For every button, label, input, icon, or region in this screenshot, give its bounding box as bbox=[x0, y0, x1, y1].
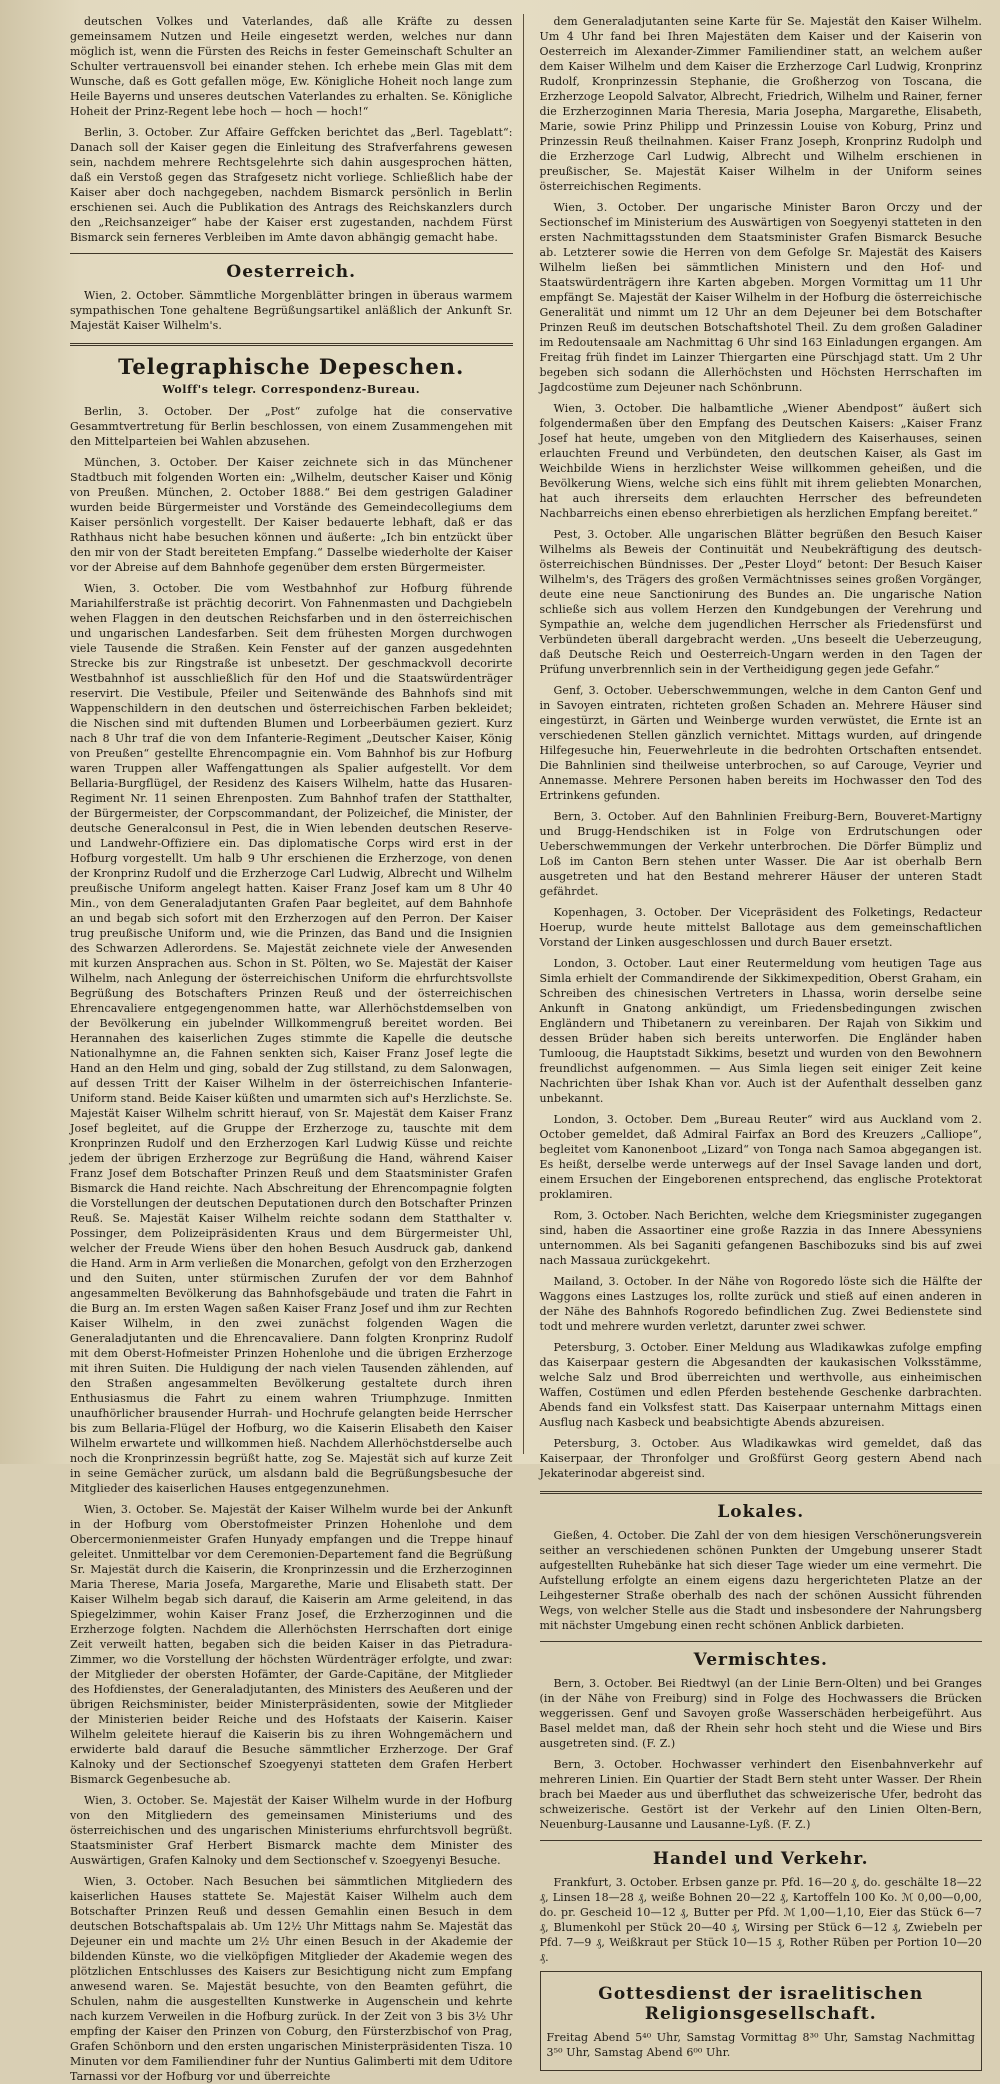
section-title-oesterreich: Oesterreich. bbox=[226, 262, 357, 282]
dispatch-paragraph: Kopenhagen, 3. October. Der Vicepräsident des Folketings, Redacteur Hoerup, wurde heute mittelst Ballotage aus dem gemeinschaftlichen Vorstand der Linken ausgeschlossen und durch Bauer ersetzt. bbox=[539, 906, 982, 949]
intro-paragraph-2: Berlin, 3. October. Zur Affaire Geffcken berichtet das „Berl. Tageblatt“: Danach soll der Kaiser gegen die Einleitung des Strafverfahrens gewesen sein, nachdem mehrere Rechtsgelehrte sich dahin ausgesprochen hätten, daß ein Verstoß gegen das Strafgesetz nicht vorliege. Schließlich habe der Kaiser aber doch nachgegeben, nachdem Bismarck persönlich in Berlin erschienen sei. Auch die Publikation des Antrags des Reichskanzlers durch den „Reichsanzeiger“ habe der Kaiser erst zugestanden, nachdem Fürst Bismarck sein ferneres Verbleiben im Amte davon abhängig gemacht habe. bbox=[70, 126, 513, 244]
dispatch-paragraph: Wien, 3. October. Der ungarische Minister Baron Orczy und der Sectionschef im Ministerium des Auswärtigen von Soegyenyi statteten in den ersten Nachmittagsstunden dem Staatsminister Grafen Bismarck Besuche ab. Letzterer sowie die Herren von dem Gefolge Sr. Majestät des Kaisers Wilhelm ließen bei sämmtlichen Ministern und den Hof- und Staatswürdenträgern ihre Karten abgeben. Morgen Vormittag um 11 Uhr empfängt Se. Majestät der Kaiser Wilhelm in der Hofburg die österreichische Generalität und nimmt um 12 Uhr an dem Dejeuner bei dem Botschafter Prinzen Reuß im deutschen Botschaftshotel Theil. Zu dem großen Galadiner im Redoutensaale am Nachmittag 6 Uhr sind 163 Einladungen ergangen. Am Freitag früh findet im Lainzer Thiergarten eine Pürschjagd statt. Um 2 Uhr begeben sich sodann die Allerhöchsten und Höchsten Herrschaften im Jagdcostüme zum Dejeuner nach Schönbrunn. bbox=[539, 201, 982, 394]
dispatch-paragraph: Berlin, 3. October. Der „Post“ zufolge hat die conservative Gesammtvertretung für Berlin beschlossen, von einem Zusammengehen mit den Mittelparteien bei Wahlen abzusehen. bbox=[70, 405, 513, 448]
dispatch-paragraph: London, 3. October. Laut einer Reutermeldung vom heutigen Tage aus Simla erhielt der Commandirende der Sikkimexpedition, Oberst Graham, ein Schreiben des chinesischen Vertreters in Lhassa, worin derselbe seine Ankunft in Gnatong ankündigt, um Friedensbedingungen zwischen Engländern und Thibetanern zu vereinbaren. Der Rajah von Sikkim und dessen Brüder haben sich bereits unterworfen. Die Engländer haben Tumlooug, die Hauptstadt Sikkims, besetzt und wurden von den Bewohnern freundlichst aufgenommen. — Aus Simla liegen seit einiger Zeit keine Nachrichten über Ishak Khan vor. Auch ist der Aufenthalt desselben ganz unbekannt. bbox=[539, 957, 982, 1105]
section-divider bbox=[540, 1840, 983, 1841]
dispatch-paragraph: Wien, 3. October. Se. Majestät der Kaiser Wilhelm wurde bei der Ankunft in der Hofburg vom Oberstofmeister Prinzen Hohenlohe und dem Obercermonienmeister Grafen Hunyady empfangen und die Treppe hinauf geleitet. Unmittelbar vor dem Ceremonien-Departement fand die Begrüßung Sr. Majestät durch die Kaiserin, die Kronprinzessin und die Erzherzoginnen Maria Therese, Maria Josefa, Margarethe, Marie und Elisabeth statt. Der Kaiser Wilhelm begab sich darauf, die Kaiserin am Arme geleitend, in das Spiegelzimmer, wohin Kaiser Franz Josef, die Erzherzoginnen und die Erzherzoge folgten. Nachdem die Allerhöchsten Herrschaften dort einige Zeit verweilt hatten, begaben sich die beiden Kaiser in das Pietradura-Zimmer, wo die Vorstellung der höchsten Würdenträger erfolgte, und zwar: der Mitglieder der obersten Hofämter, der Garde-Capitäne, der Mitglieder des Hofdienstes, der Generaladjutanten, des Ministers des Aeußeren und der übrigen Reichsminister, beider Ministerpräsidenten, sowie der Mitglieder der Ministerien beider Reiche und des Hofstaats der Kaiserin. Kaiser Wilhelm geleitete hierauf die Kaiserin bis zu ihren Wohngemächern und erwiderte bald darauf die Besuche sämmtlicher Erzherzoge. Der Graf Kalnoky und der Sectionschef Szoegyenyi statteten dem Grafen Herbert Bismarck Gegenbesuche ab. bbox=[70, 1503, 513, 1786]
dispatch-paragraph: Bern, 3. October. Auf den Bahnlinien Freiburg-Bern, Bouveret-Martigny und Brugg-Hendschiken ist in Folge von Erdrutschungen oder Ueberschwemmungen der Verkehr unterbrochen. Die Dörfer Bümpliz und Loß im Canton Bern stehen unter Wasser. Die Aar ist oberhalb Bern ausgetreten und hat den Bestand mehrerer Häuser der unteren Stadt gefährdet. bbox=[539, 810, 982, 898]
columns bbox=[70, 14, 982, 2083]
dispatch-paragraph: dem Generaladjutanten seine Karte für Se. Majestät den Kaiser Wilhelm. Um 4 Uhr fand bei Ihren Majestäten dem Kaiser und der Kaiserin von Oesterreich im Alexander-Zimmer Familiendiner statt, an welchem außer dem Kaiser Wilhelm und dem Kaiser die Erzherzoge Carl Ludwig, Kronprinz Rudolf, Kronprinzessin Stephanie, die Großherzog von Toscana, die Erzherzoge Leopold Salvator, Albrecht, Friedrich, Wilhelm und Rainer, ferner die Erzherzoginnen Maria Theresia, Maria Josepha, Margarethe, Elisabeth, Marie, sowie Prinz Philipp und Prinzessin Louise von Koburg, Prinz und Prinzessin Reuß theilnahmen. Kaiser Franz Joseph, Kronprinz Rudolph und die Erzherzoge Carl Ludwig, Albrecht und Wilhelm erschienen in preußischer, Se. Majestät Kaiser Wilhelm in der Uniform seines österreichischen Regiments. bbox=[539, 15, 982, 193]
dispatch-paragraph: Petersburg, 3. October. Aus Wladikawkas wird gemeldet, daß das Kaiserpaar, der Thronfolger und Großfürst Georg gestern Abend nach Jekaterinodar abgereist sind. bbox=[539, 1437, 982, 1480]
section-title-vermischtes: Vermischtes. bbox=[693, 1650, 828, 1670]
gottesdienst-paragraph: Freitag Abend 5⁴⁰ Uhr, Samstag Vormittag 8³⁰ Uhr, Samstag Nachmittag 3⁵⁰ Uhr, Samstag Abend 6⁰⁰ Uhr. bbox=[546, 2031, 975, 2059]
vermischtes-paragraph: Bern, 3. October. Hochwasser verhindert den Eisenbahnverkehr auf mehreren Linien. Ein Quartier der Stadt Bern steht unter Wasser. Der Rhein brach bei Maeder aus und überfluthet das schweizerische Ufer, bedroht das schweizerische. Gestört ist der Verkehr auf den Linien Olten-Bern, Neuenburg-Lausanne und Lausanne-Lyß. (F. Z.) bbox=[539, 1758, 982, 1831]
section-title-gottesdienst: Gottesdienst der israelitischen Religionsgesellschaft. bbox=[598, 1984, 924, 2024]
dispatch-paragraph: Wien, 3. October. Nach Besuchen bei sämmtlichen Mitgliedern des kaiserlichen Hauses stattete Se. Majestät Kaiser Wilhelm auch dem Botschafter Prinzen Reuß und dessen Gemahlin einen Besuch in dem deutschen Botschaftspalais ab. Um 12½ Uhr Mittags nahm Se. Majestät das Dejeuner ein und machte um 2½ Uhr einen Besuch in der Akademie der bildenden Künste, wo die vielköpfigen Mitglieder der Akademie wegen des plötzlichen Entschlusses des Kaisers zur Besichtigung nicht zum Empfang anwesend waren. Se. Majestät besuchte, von den Beamten geführt, die Schulen, nahm die ausgestellten Kunstwerke in Augenschein und kehrte nach kurzem Verweilen in die Hofburg zurück. In der Zeit von 3 bis 3½ Uhr empfing der Kaiser den Prinzen von Coburg, den Fürsterzbischof von Prag, Grafen Schönborn und den ersten ungarischen Ministerpräsidenten Tisza. 10 Minuten vor dem Familiendiner fuhr der Nuntius Galimberti mit dem Uditore Tarnassi vor der Hofburg vor und überreichte bbox=[70, 1875, 513, 2083]
dispatch-paragraph: Petersburg, 3. October. Einer Meldung aus Wladikawkas zufolge empfing das Kaiserpaar gestern die Abgesandten der kaukasischen Volksstämme, welche Salz und Brod überreichten und werthvolle, aus einheimischen Waffen, Costümen und edlen Pferden bestehende Geschenke darbrachten. Abends fand ein Volksfest statt. Das Kaiserpaar unternahm Mittags einen Ausflug nach Kasbeck und beabsichtigte Abends abzureisen. bbox=[539, 1341, 982, 1429]
oesterreich-paragraph: Wien, 2. October. Sämmtliche Morgenblätter bringen in überaus warmem sympathischen Tone gehaltene Begrüßungsartikel anläßlich der Ankunft Sr. Majestät Kaiser Wilhelm's. bbox=[70, 289, 513, 332]
dispatch-paragraph: Rom, 3. October. Nach Berichten, welche dem Kriegsminister zugegangen sind, haben die Assaortiner eine große Razzia in das Innere Abessyniens unternommen. Als bei Saganiti gefangenen Baschibozuks sind bis auf zwei nach Massaua zurückgekehrt. bbox=[539, 1209, 982, 1267]
dispatch-paragraph: Wien, 3. October. Se. Majestät der Kaiser Wilhelm wurde in der Hofburg von den Mitgliedern des gemeinsamen Ministeriums und des österreichischen und des ungarischen Ministeriums ehrfurchtsvoll begrüßt. Staatsminister Graf Herbert Bismarck machte dem Minister des Auswärtigen, Grafen Kalnoky und dem Sectionschef v. Szoegyenyi Besuche. bbox=[70, 1794, 513, 1867]
section-divider-double bbox=[70, 343, 513, 346]
dispatch-paragraph: Wien, 3. October. Die halbamtliche „Wiener Abendpost“ äußert sich folgendermaßen über den Empfang des Deutschen Kaisers: „Kaiser Franz Josef hat heute, umgeben von den Mitgliedern des Kaiserhauses, seinen erlauchten Freund und Verbündeten, den deutschen Kaiser, als Gast im Weichbilde Wiens in herzlichster Weise willkommen geheißen, und die Bevölkerung Wiens, welche sich eins fühlt mit ihrem geliebten Monarchen, hat auch ihrerseits dem erlauchten Herrscher des befreundeten Nachbarreichs einen ebenso ehrerbietigen als herzlichen Empfang bereitet.“ bbox=[539, 402, 982, 520]
dispatch-paragraph: Mailand, 3. October. In der Nähe von Rogoredo löste sich die Hälfte der Waggons eines Lastzuges los, rollte zurück und stieß auf einen anderen in der Nähe des Bahnhofs Rogoredo befindlichen Zug. Zwei Bedienstete sind todt und mehrere wurden verletzt, darunter zwei schwer. bbox=[539, 1275, 982, 1333]
dispatch-paragraph: London, 3. October. Dem „Bureau Reuter“ wird aus Auckland vom 2. October gemeldet, daß Admiral Fairfax an Bord des Kreuzers „Calliope“, begleitet vom Kanonenboot „Lizard“ von Tonga nach Samoa abgegangen ist. Es heißt, derselbe werde unterwegs auf der Insel Savage landen und dort, einem Ersuchen der Eingeborenen entsprechend, das englische Protektorat proklamiren. bbox=[539, 1113, 982, 1201]
section-divider bbox=[70, 253, 513, 254]
section-subtitle-telegraph: Wolff's telegr. Correspondenz-Bureau. bbox=[162, 383, 421, 396]
dispatch-paragraph: München, 3. October. Der Kaiser zeichnete sich in das Münchener Stadtbuch mit folgenden Worten ein: „Wilhelm, deutscher Kaiser und König von Preußen. München, 2. October 1888.“ Bei dem gestrigen Galadiner wurden beide Bürgermeister und Vorstände des Gemeindecollegiums dem Kaiser persönlich vorgestellt. Der Kaiser bedauerte lebhaft, daß er das Rathhaus nicht habe besuchen können und äußerte: „Ich bin entzückt über den mir von der Stadt bereiteten Empfang.“ Dasselbe wiederholte der Kaiser vor der Abreise auf dem Bahnhofe gegenüber dem ersten Bürgermeister. bbox=[70, 456, 513, 574]
section-divider-double bbox=[540, 1491, 983, 1494]
intro-paragraph-1: deutschen Volkes und Vaterlandes, daß alle Kräfte zu dessen gemeinsamem Nutzen und Heile eingesetzt werden, welches nur dann möglich ist, wenn die Fürsten des Reichs in fester Gemeinschaft Schulter an Schulter vertrauensvoll bei einander stehen. Ich erhebe mein Glas mit dem Wunsche, daß es Gott gefallen möge, Ew. Königliche Hoheit noch lange zum Heile Bayerns und unseres deutschen Vaterlandes zu erhalten. Se. Königliche Hoheit der Prinz-Regent lebe hoch — hoch — hoch!“ bbox=[70, 15, 513, 118]
section-title-telegraph: Telegraphische Depeschen. bbox=[118, 354, 465, 379]
lokales-paragraph: Gießen, 4. October. Die Zahl der von dem hiesigen Verschönerungsverein seither an verschiedenen schönen Punkten der Umgebung unserer Stadt aufgestellten Ruhebänke hat sich dieser Tage wieder um eine vermehrt. Die Aufstellung erfolgte an einem eigens dazu hergerichteten Platze an der Leihgesterner Straße oberhalb des nach der schönen Aussicht führenden Wegs, von welcher Stelle aus die Stadt und insbesondere der Nahrungsberg mit nächster Umgebung einen recht schönen Anblick darbieten. bbox=[539, 1529, 982, 1632]
right-column bbox=[538, 14, 983, 2059]
vermischtes-paragraph: Bern, 3. October. Bei Riedtwyl (an der Linie Bern-Olten) und bei Granges (in der Nähe von Freiburg) sind in Folge des Hochwassers die Brücken weggerissen. Genf und Savoyen große Wasserschäden herbeigeführt. Aus Basel meldet man, daß der Rhein sehr hoch steht und die Wiese und Birs ausgetreten sind. (F. Z.) bbox=[539, 1677, 982, 1750]
notice-box-gottesdienst bbox=[540, 1971, 983, 2071]
section-title-lokales: Lokales. bbox=[717, 1502, 805, 1522]
dispatch-paragraph: Wien, 3. October. Die vom Westbahnhof zur Hofburg führende Mariahilferstraße ist prächtig decorirt. Von Fahnenmasten und Dachgiebeln wehen Flaggen in den deutschen Reichsfarben und in den österreichischen und ungarischen Landesfarben. Seit dem frühesten Morgen durchwogen viele Tausende die Straßen. Kein Fenster auf der ganzen ausgedehnten Strecke bis zur Ringstraße ist unbesetzt. Der geschmackvoll decorirte Westbahnhof ist ausschließlich für den Hof und die Staatswürdenträger reservirt. Die Vestibule, Pfeiler und Seitenwände des Bahnhofs sind mit Wappenschildern in den deutschen und österreichischen Farben bekleidet; die Nischen sind mit duftenden Blumen und Lorbeerbäumen geziert. Kurz nach 8 Uhr traf die von dem Infanterie-Regiment „Deutscher Kaiser, König von Preußen“ gestellte Ehrencompagnie ein. Vom Bahnhof bis zur Hofburg waren Truppen aller Waffengattungen als Spalier aufgestellt. Vor dem Bellaria-Burgflügel, der Residenz des Kaisers Wilhelm, hatte das Husaren-Regiment Nr. 11 seinen Ehrenposten. Zum Bahnhof trafen der Statthalter, der Bürgermeister, der Corpscommandant, der Polizeichef, die Minister, der deutsche Generalconsul in Pest, die in Wien lebenden deutschen Reserve- und Landwehr-Offiziere ein. Das diplomatische Corps wird erst in der Hofburg vorgestellt. Um halb 9 Uhr erschienen die Erzherzoge, von denen der Kronprinz Rudolf und die Erzherzoge Carl Ludwig, Albrecht und Wilhelm preußische Uniform angelegt hatten. Kaiser Franz Josef kam um 8 Uhr 40 Min., von dem Generaladjutanten Grafen Paar begleitet, auf dem Bahnhofe an und begab sich sofort mit den Erzherzogen auf den Perron. Der Kaiser trug preußische Uniform und, wie die Prinzen, das Band und die Insignien des Schwarzen Adlerordens. Se. Majestät zeichnete viele der Anwesenden mit kurzen Ansprachen aus. Schon in St. Pölten, wo Se. Majestät der Kaiser Wilhelm, nach Anlegung der österreichischen Uniform die ehrfurchtsvollste Begrüßung des Botschafters Prinzen Reuß und der österreichischen Ehrencavaliere entgegengenommen hatte, war Allerhöchstdemselben von der Bevölkerung ein jubelnder Willkommengruß bereitet worden. Bei Herannahen des kaiserlichen Zuges stimmte die Kapelle die deutsche Nationalhymne an, die Fahnen senkten sich, Kaiser Franz Josef legte die Hand an den Helm und ging, sobald der Zug stillstand, zu dem Salonwagen, auf dessen Tritt der Kaiser Wilhelm in der österreichischen Infanterie-Uniform stand. Beide Kaiser küßten und umarmten sich auf's Herzlichste. Se. Majestät Kaiser Wilhelm schritt hierauf, von Sr. Majestät dem Kaiser Franz Josef begleitet, auf die Gruppe der Erzherzoge zu, tauschte mit dem Kronprinzen Rudolf und den Erzherzogen Karl Ludwig Küsse und reichte jedem der übrigen Erzherzoge zur Begrüßung die Hand, während Kaiser Franz Josef dem Botschafter Prinzen Reuß und dem Staatsminister Grafen Bismarck die Hand reichte. Nach Abschreitung der Ehrencompagnie folgten die Vorstellungen der deutschen Deputationen durch den Botschafter Prinzen Reuß. Se. Majestät Kaiser Wilhelm reichte sodann dem Statthalter v. Possinger, dem Polizeipräsidenten Kraus und dem Bürgermeister Uhl, welcher der Freude Wiens über den hohen Besuch Ausdruck gab, dankend die Hand. Arm in Arm verließen die Monarchen, gefolgt von den Erzherzogen und den Suiten, unter stürmischen Zurufen der vor dem Bahnhof angesammelten Bevölkerung das Bahnhofsgebäude und traten die Fahrt in die Burg an. Im ersten Wagen saßen Kaiser Franz Josef und ihm zur Rechten Kaiser Wilhelm, in den zwei zunächst folgenden Wagen die Generaladjutanten und die Ehrencavaliere. Dann folgten Kronprinz Rudolf mit dem Oberst-Hofmeister Prinzen Hohenlohe und die übrigen Erzherzoge mit ihren Suiten. Die Huldigung der nach vielen Tausenden zählenden, auf den Straßen angesammelten Bevölkerung gestaltete durch ihren Enthusiasmus die Fahrt zu einem wahren Triumphzuge. Inmitten unaufhörlicher brausender Hurrah- und Hochrufe gelangten beide Herrscher bis zum Bellaria-Flügel der Hofburg, wo die Kaiserin Elisabeth den Kaiser Wilhelm erwartete und willkommen hieß. Nachdem Allerhöchstderselbe auch noch die Kronprinzessin begrüßt hatte, zog Se. Majestät sich auf kurze Zeit in seine Gemächer zurück, um alsdann bald die Begrüßungsbesuche der Mitglieder des kaiserlichen Hauses entgegenzunehmen. bbox=[70, 582, 513, 1495]
dispatch-paragraph: Genf, 3. October. Ueberschwemmungen, welche in dem Canton Genf und in Savoyen eintraten, richteten großen Schaden an. Mehrere Häuser sind eingestürzt, in Gärten und Weinberge wurden verwüstet, die Ernte ist an verschiedenen Stellen gänzlich vernichtet. Mittags wurden, auf dringende Hilfegesuche hin, Feuerwehrleute in die bedrohten Ortschaften entsendet. Die Bahnlinien sind theilweise unterbrochen, so auf Carouge, Veyrier und Annemasse. Mehrere Personen haben bereits im Hochwasser den Tod des Ertrinkens gefunden. bbox=[539, 684, 982, 802]
handel-paragraph: Frankfurt, 3. October. Erbsen ganze pr. Pfd. 16—20 ₰, do. geschälte 18—22 ₰, Linsen 18—28 ₰, weiße Bohnen 20—22 ₰, Kartoffeln 100 Ko. ℳ 0,00—0,00, do. pr. Gescheid 10—12 ₰, Butter per Pfd. ℳ 1,00—1,10, Eier das Stück 6—7 ₰, Blumenkohl per Stück 20—40 ₰, Wirsing per Stück 6—12 ₰, Zwiebeln per Pfd. 7—9 ₰, Weißkraut per Stück 10—15 ₰, Rother Rüben per Portion 10—20 ₰. bbox=[539, 1876, 982, 1964]
section-title-handel: Handel und Verkehr. bbox=[652, 1849, 869, 1869]
left-column bbox=[70, 14, 524, 2083]
dispatch-paragraph: Pest, 3. October. Alle ungarischen Blätter begrüßen den Besuch Kaiser Wilhelms als Beweis der Continuität und Neubekräftigung des deutsch-österreichischen Bündnisses. Der „Pester Lloyd“ betont: Der Besuch Kaiser Wilhelm's, des Trägers des großen Vermächtnisses seines großen Vorgänger, deute eine neue Sanctionirung des Bundes an. Die ungarische Nation schließe sich aus vollem Herzen den Kundgebungen der Verehrung und Sympathie an, welche dem jugendlichen Herrscher als Friedensfürst und Verbündeten überall dargebracht werden. „Uns beseelt die Ueberzeugung, daß Deutsche Reich und Oesterreich-Ungarn werden in den Tagen der Prüfung unverbrennlich sein in der Vertheidigung gegen jede Gefahr.“ bbox=[539, 528, 982, 676]
section-divider bbox=[540, 1641, 983, 1642]
